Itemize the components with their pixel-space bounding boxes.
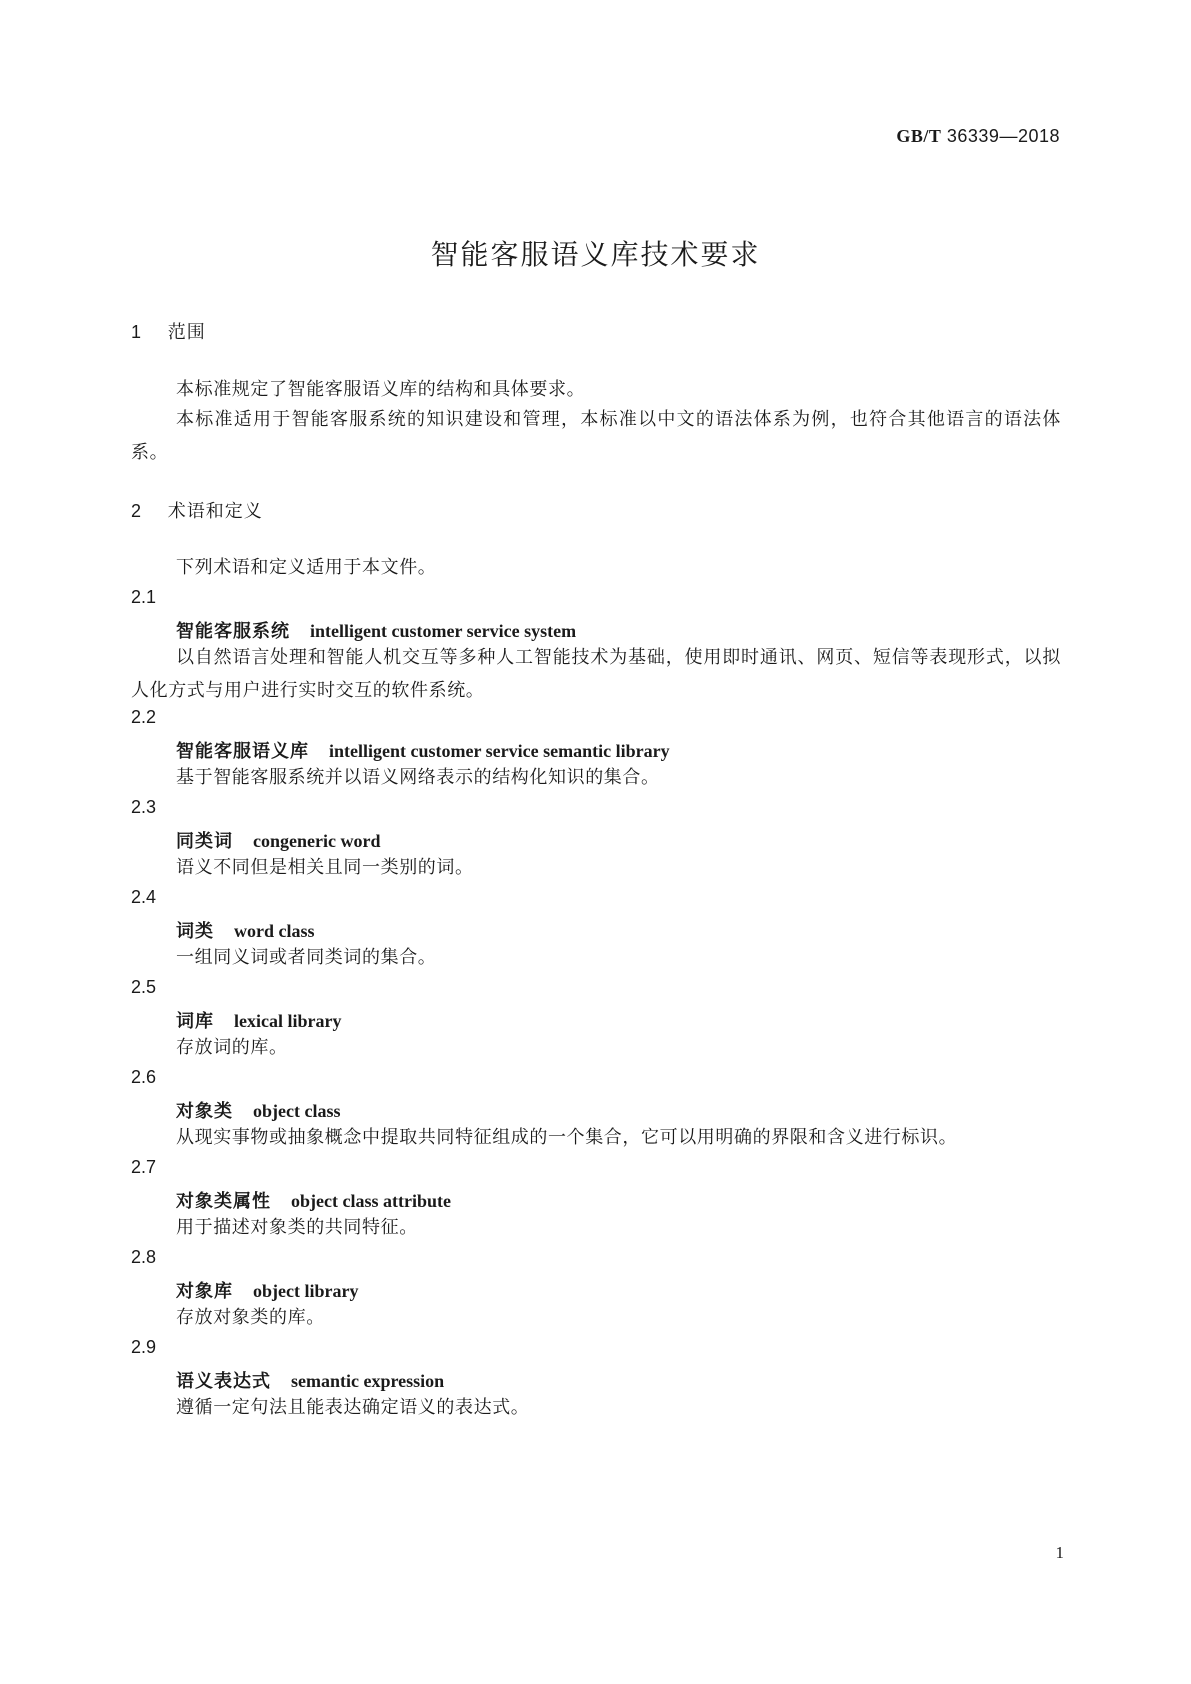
definition: 存放对象类的库。 [176, 1307, 325, 1328]
term-zh: 对象库 [176, 1281, 233, 1302]
definition: 遵循一定句法且能表达确定语义的表达式。 [176, 1397, 530, 1418]
entry-number: 2.6 [131, 1067, 157, 1087]
entry-number: 2.3 [131, 797, 157, 817]
term-zh: 智能客服系统 [176, 621, 290, 642]
term-zh: 词库 [176, 1011, 214, 1032]
section-number: 2 [131, 501, 143, 521]
definition: 语义不同但是相关且同一类别的词。 [176, 857, 474, 878]
term-zh: 对象类 [176, 1101, 233, 1122]
term [176, 1097, 340, 1123]
term-en: congeneric word [253, 831, 381, 851]
entry-number: 2.5 [131, 977, 157, 997]
definition: 从现实事物或抽象概念中提取共同特征组成的一个集合，它可以用明确的界限和含义进行标识。 [176, 1127, 958, 1148]
definition: 以自然语言处理和智能人机交互等多种人工智能技术为基础，使用即时通讯、网页、短信等表现形式，以拟人化方式与用户进行实时交互的软件系统。 [131, 647, 1061, 701]
entry-number: 2.4 [131, 887, 157, 907]
term [176, 737, 670, 763]
term-en: intelligent customer service system [310, 621, 577, 641]
page-number: 1 [1055, 1543, 1064, 1562]
entry-number: 2.9 [131, 1337, 157, 1357]
section-title: 术语和定义 [167, 501, 263, 522]
entry-number: 2.2 [131, 707, 157, 727]
term-en: object class attribute [291, 1191, 451, 1211]
term [176, 1277, 358, 1303]
term-zh: 同类词 [176, 831, 233, 852]
term-en: intelligent customer service semantic library [329, 741, 670, 761]
paragraph: 本标准适用于智能客服系统的知识建设和管理，本标准以中文的语法体系为例，也符合其他语言的语法体系。 [131, 409, 1061, 463]
term-zh: 语义表达式 [176, 1371, 271, 1392]
term-zh: 词类 [176, 921, 214, 942]
term [176, 617, 576, 643]
standard-prefix: GB/T [896, 126, 942, 146]
term-en: object library [253, 1281, 359, 1301]
definition: 存放词的库。 [176, 1037, 288, 1058]
term [176, 1367, 444, 1393]
section-heading-1 [131, 318, 206, 344]
document-title: 智能客服语义库技术要求 [430, 238, 761, 271]
term-en: semantic expression [291, 1371, 445, 1391]
entry-number: 2.8 [131, 1247, 157, 1267]
entry-number: 2.7 [131, 1157, 157, 1177]
term-zh: 智能客服语义库 [176, 741, 309, 762]
section-title: 范围 [167, 322, 206, 343]
definition: 一组同义词或者同类词的集合。 [176, 947, 437, 968]
definition: 用于描述对象类的共同特征。 [176, 1217, 418, 1238]
term-zh: 对象类属性 [176, 1191, 271, 1212]
entry-number: 2.1 [131, 587, 157, 607]
term-en: word class [234, 921, 315, 941]
standard-code [896, 126, 1060, 147]
term-en: object class [253, 1101, 341, 1121]
definition: 基于智能客服系统并以语义网络表示的结构化知识的集合。 [176, 767, 660, 788]
term [176, 827, 380, 853]
term [176, 1007, 341, 1033]
term [176, 917, 315, 943]
standard-number: 36339—2018 [946, 126, 1060, 146]
paragraph: 下列术语和定义适用于本文件。 [176, 557, 437, 578]
term [176, 1187, 451, 1213]
section-heading-2 [131, 497, 263, 523]
section-number: 1 [131, 322, 143, 342]
term-en: lexical library [234, 1011, 342, 1031]
paragraph: 本标准规定了智能客服语义库的结构和具体要求。 [176, 379, 586, 400]
